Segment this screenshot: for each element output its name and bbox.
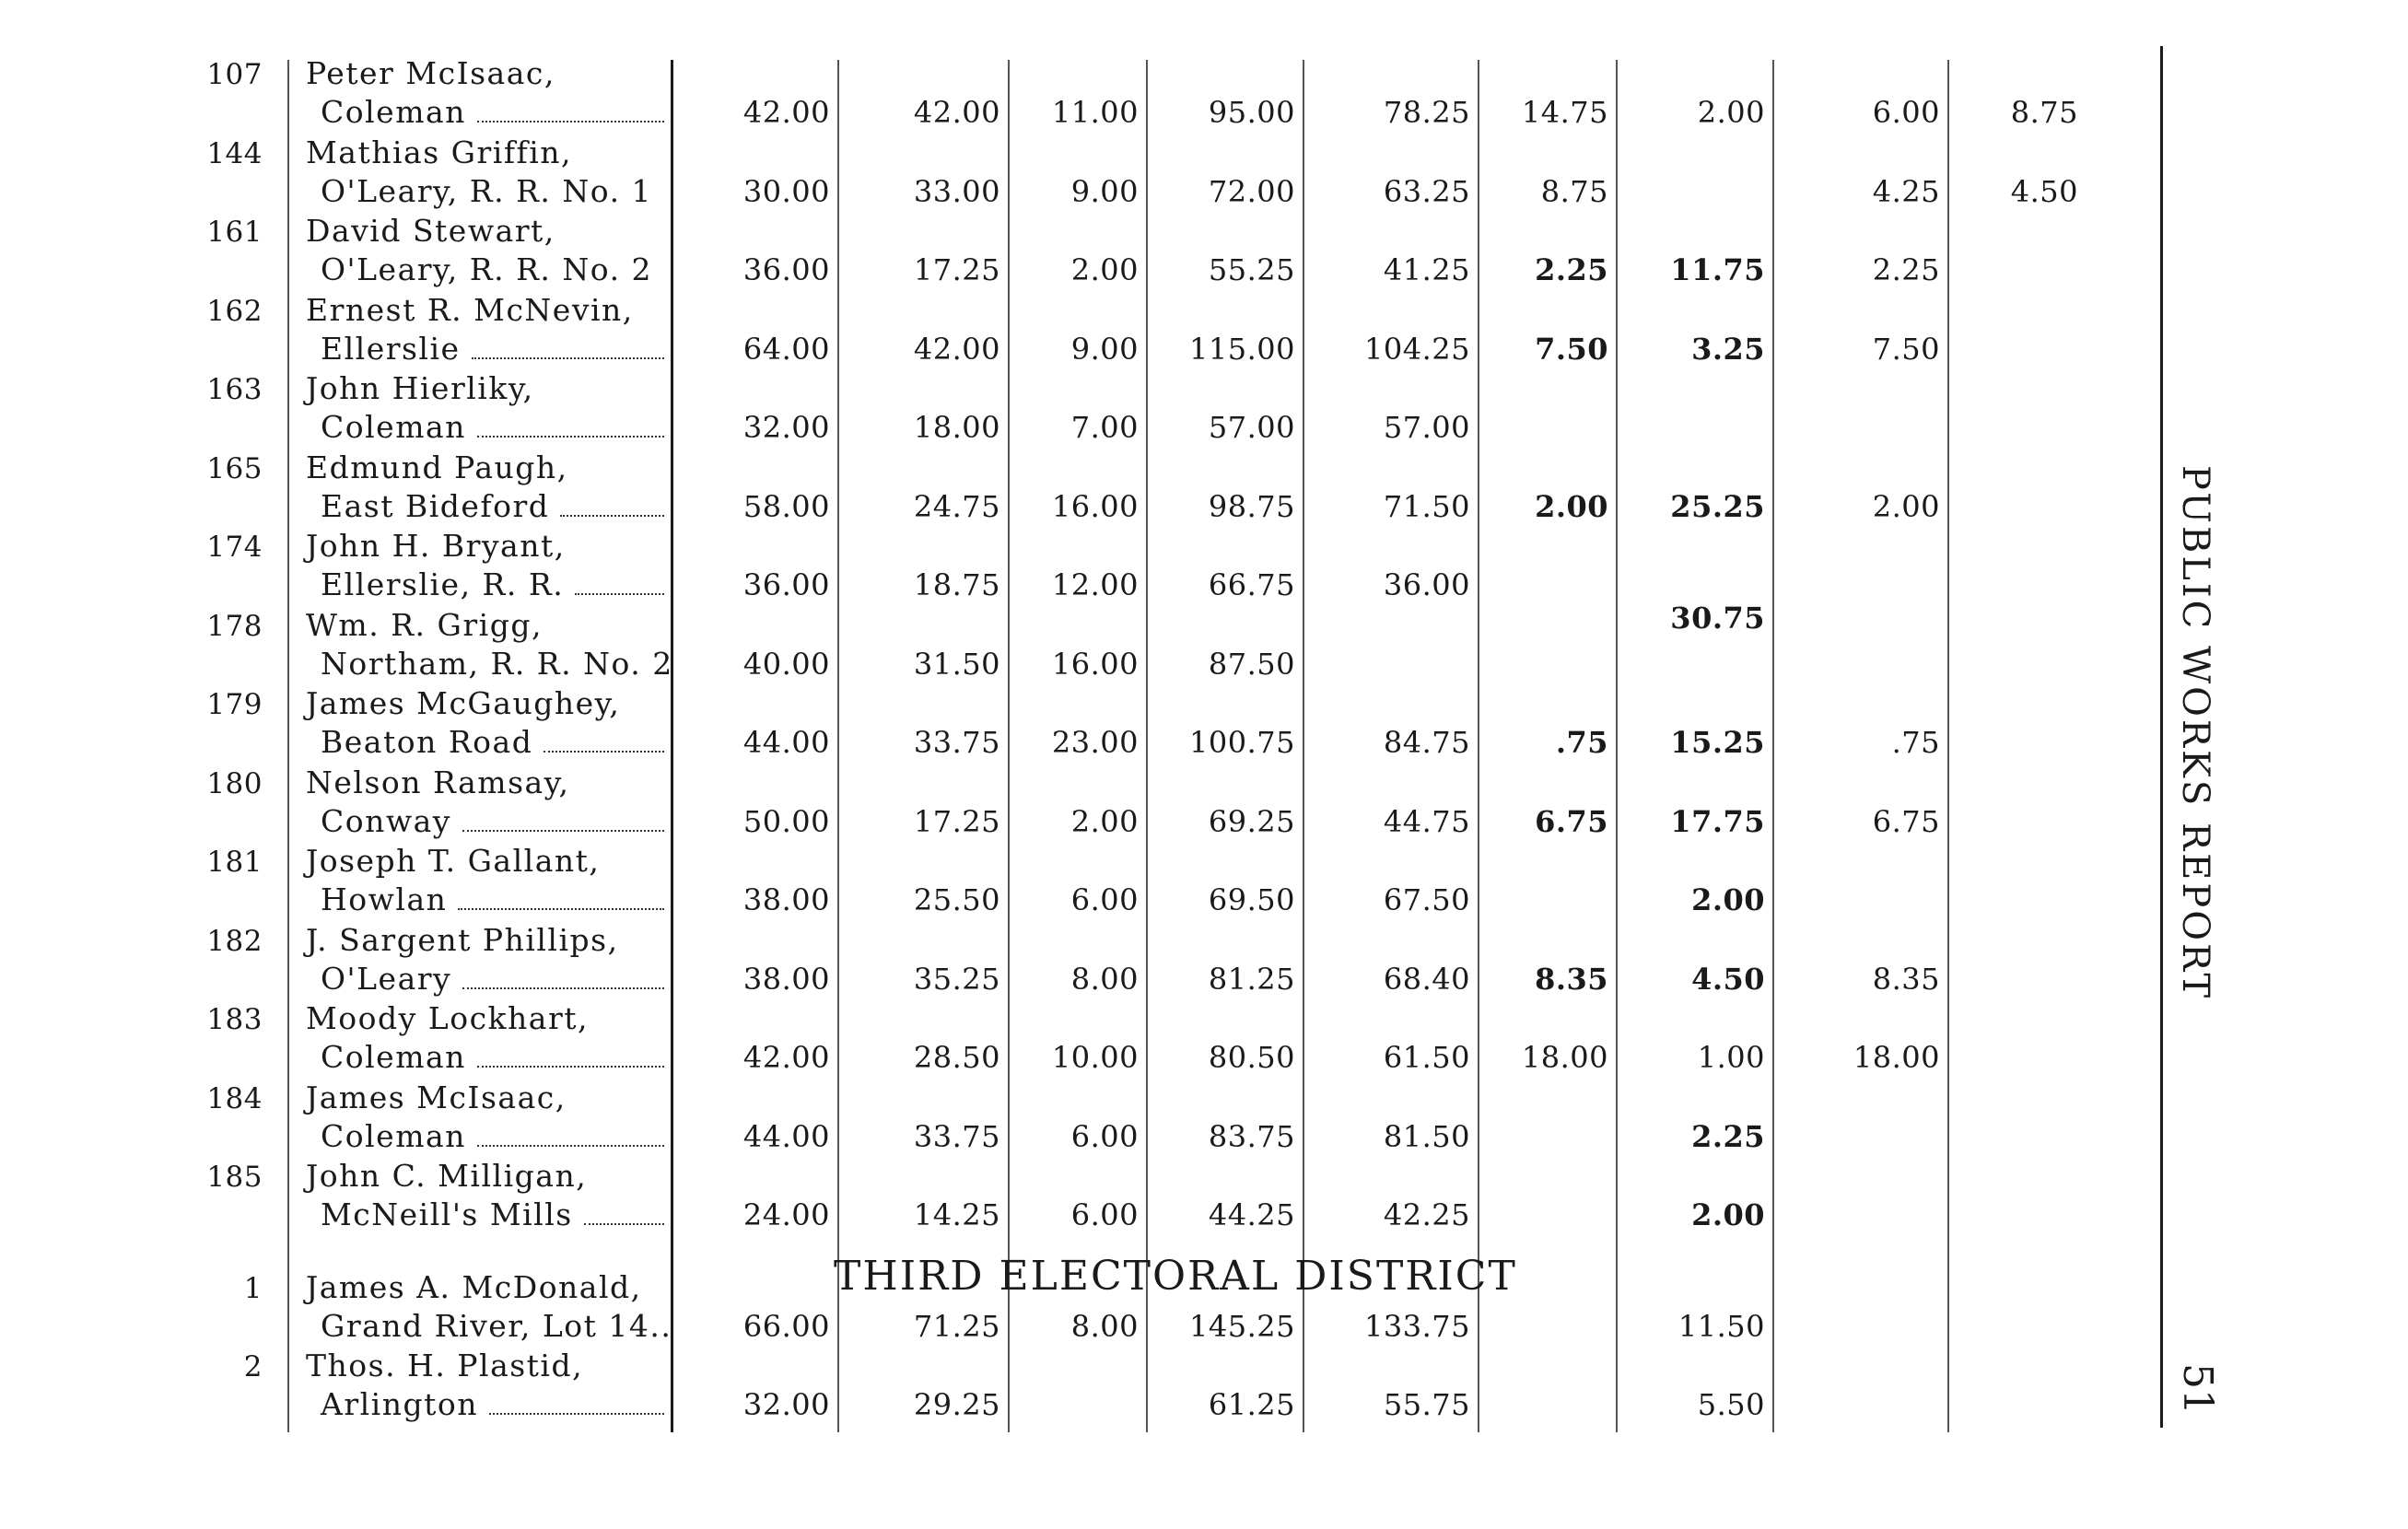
amount-cell: 36.00: [742, 252, 830, 287]
amount-cell: 7.50: [1872, 331, 1940, 367]
column-rule: [1303, 60, 1304, 1432]
amount-cell: 18.00: [1853, 1040, 1940, 1075]
amount-cell: 67.50: [1383, 882, 1470, 917]
payee-address: [321, 331, 664, 368]
payee-address-text: Ellerslie: [321, 330, 461, 367]
amount-cell: 57.00: [1383, 410, 1470, 445]
amount-cell: 41.25: [1383, 252, 1470, 287]
payee-address: [321, 488, 664, 525]
amount-cell: 29.25: [913, 1387, 1000, 1422]
payee-name: Edmund Paugh,: [306, 449, 568, 485]
amount-cell: 78.25: [1383, 95, 1470, 130]
payee-address-text: O'Leary, R. R. No. 1: [321, 172, 653, 209]
amount-cell: 12.00: [1051, 567, 1139, 602]
amount-cell: 84.75: [1383, 725, 1470, 760]
amount-cell: 17.25: [913, 803, 1000, 839]
amount-cell: 6.00: [1872, 95, 1940, 130]
row-number: 181: [206, 846, 263, 879]
amount-cell: 24.75: [913, 488, 1000, 524]
dot-leader: [462, 824, 664, 832]
running-title: PUBLIC WORKS REPORT: [2174, 465, 2216, 1001]
payee-name: Peter McIsaac,: [306, 55, 555, 91]
payee-address-text: Ellerslie, R. R.: [321, 566, 565, 602]
amount-cell: 16.00: [1051, 646, 1139, 682]
payee-name: John C. Milligan,: [306, 1158, 588, 1194]
amount-cell: 14.75: [1521, 95, 1608, 130]
dot-leader: [489, 1407, 664, 1415]
payee-address-text: O'Leary: [321, 960, 452, 997]
payee-address-text: Arlington: [321, 1386, 478, 1422]
row-number: 163: [206, 373, 263, 406]
amount-cell: 3.25: [1691, 331, 1765, 367]
amount-cell: 30.75: [1670, 600, 1765, 636]
amount-cell: 8.75: [1540, 173, 1608, 209]
amount-cell: 17.75: [1670, 803, 1765, 839]
amount-cell: 42.00: [742, 95, 830, 130]
amount-cell: 44.00: [742, 1118, 830, 1154]
amount-cell: 2.00: [1691, 1197, 1765, 1232]
amount-cell: 2.00: [1070, 803, 1139, 839]
payee-name: Mathias Griffin,: [306, 134, 573, 170]
amount-cell: 31.50: [913, 646, 1000, 682]
payee-address: [321, 566, 664, 603]
row-number: 174: [206, 531, 263, 564]
amount-cell: 6.00: [1070, 1197, 1139, 1232]
amount-cell: 36.00: [742, 567, 830, 602]
dot-leader: [472, 352, 664, 359]
amount-cell: 33.00: [913, 173, 1000, 209]
payee-address-text: O'Leary, R. R. No. 2: [321, 251, 653, 287]
amount-cell: 95.00: [1208, 95, 1295, 130]
amount-cell: 2.25: [1872, 252, 1940, 287]
payee-address: [321, 961, 664, 998]
amount-cell: 38.00: [742, 882, 830, 917]
amount-cell: 32.00: [742, 410, 830, 445]
amount-cell: 71.25: [913, 1309, 1000, 1344]
payee-address: [321, 1118, 664, 1155]
amount-cell: 6.75: [1535, 803, 1608, 839]
amount-cell: .75: [1555, 725, 1608, 760]
amount-cell: 2.00: [1697, 95, 1765, 130]
payee-address: [321, 1039, 664, 1076]
amount-cell: 18.00: [913, 410, 1000, 445]
amount-cell: 8.75: [2010, 95, 2078, 130]
amount-cell: 6.00: [1070, 1118, 1139, 1154]
row-number: 1: [243, 1272, 263, 1305]
row-number: 165: [206, 451, 263, 485]
payee-address: [321, 409, 664, 446]
amount-cell: 9.00: [1070, 173, 1139, 209]
amount-cell: 66.00: [742, 1309, 830, 1344]
column-rule: [1772, 60, 1774, 1432]
payee-name: J. Sargent Phillips,: [306, 921, 619, 958]
payee-address: [321, 803, 664, 840]
row-number: 161: [206, 216, 263, 249]
amount-cell: 80.50: [1208, 1040, 1295, 1075]
amount-cell: 11.00: [1051, 95, 1139, 130]
column-rule: [671, 60, 673, 1432]
row-number: 2: [243, 1350, 263, 1383]
payee-name: John H. Bryant,: [306, 528, 566, 564]
amount-cell: 15.25: [1670, 725, 1765, 760]
amount-cell: 2.00: [1535, 488, 1608, 524]
amount-cell: 57.00: [1208, 410, 1295, 445]
dot-leader: [544, 745, 664, 753]
payee-address-text: Northam, R. R. No. 2: [321, 645, 673, 682]
payee-address-text: Coleman: [321, 409, 466, 445]
payee-address-text: McNeill's Mills: [321, 1196, 573, 1232]
payee-address: [321, 881, 664, 918]
dot-leader: [575, 588, 664, 595]
amount-cell: 133.75: [1364, 1309, 1470, 1344]
row-number: 179: [206, 688, 263, 721]
payee-address: [321, 1196, 664, 1233]
amount-cell: 17.25: [913, 252, 1000, 287]
dot-leader: [477, 1139, 664, 1147]
amount-cell: 25.25: [1670, 488, 1765, 524]
amount-cell: 4.25: [1872, 173, 1940, 209]
row-number: 182: [206, 924, 263, 958]
dot-leader: [584, 1218, 664, 1225]
amount-cell: 83.75: [1208, 1118, 1295, 1154]
amount-cell: 69.25: [1208, 803, 1295, 839]
amount-cell: 71.50: [1383, 488, 1470, 524]
payee-name: James McGaughey,: [306, 685, 621, 721]
amount-cell: 23.00: [1051, 725, 1139, 760]
amount-cell: 98.75: [1208, 488, 1295, 524]
amount-cell: 63.25: [1383, 173, 1470, 209]
amount-cell: 32.00: [742, 1387, 830, 1422]
dot-leader: [560, 509, 664, 517]
payee-name: Joseph T. Gallant,: [306, 843, 601, 879]
payee-address-text: Howlan: [321, 881, 448, 917]
column-rule: [287, 60, 289, 1432]
amount-cell: 4.50: [2010, 173, 2078, 209]
amount-cell: 58.00: [742, 488, 830, 524]
amount-cell: 2.00: [1691, 882, 1765, 917]
amount-cell: 8.00: [1070, 1309, 1139, 1344]
amount-cell: 44.25: [1208, 1197, 1295, 1232]
amount-cell: 18.00: [1521, 1040, 1608, 1075]
amount-cell: 61.50: [1383, 1040, 1470, 1075]
payee-address: [321, 646, 673, 683]
payee-name: Thos. H. Plastid,: [306, 1348, 584, 1383]
payee-name: Nelson Ramsay,: [306, 764, 570, 800]
dot-leader: [477, 430, 664, 438]
amount-cell: 11.50: [1677, 1309, 1765, 1344]
dot-leader: [458, 903, 664, 910]
amount-cell: 18.75: [913, 567, 1000, 602]
amount-cell: 33.75: [913, 1118, 1000, 1154]
page-number: 51: [2174, 1363, 2221, 1415]
payee-name: Wm. R. Grigg,: [306, 606, 543, 643]
amount-cell: 36.00: [1383, 567, 1470, 602]
row-number: 107: [206, 58, 263, 91]
amount-cell: 55.75: [1383, 1387, 1470, 1422]
column-rule: [2160, 46, 2163, 1428]
amount-cell: 11.75: [1670, 252, 1765, 287]
column-rule: [837, 60, 839, 1432]
amount-cell: 42.00: [742, 1040, 830, 1075]
payee-name: David Stewart,: [306, 213, 555, 249]
dot-leader: [477, 1060, 664, 1068]
amount-cell: 100.75: [1189, 725, 1295, 760]
payee-name: Ernest R. McNevin,: [306, 291, 634, 328]
payee-address-text: Coleman: [321, 1039, 466, 1075]
amount-cell: 145.25: [1189, 1309, 1295, 1344]
payee-address-text: Coleman: [321, 1117, 466, 1154]
payee-name: James McIsaac,: [306, 1079, 567, 1115]
payee-address: [321, 251, 652, 288]
amount-cell: 8.35: [1872, 961, 1940, 997]
amount-cell: 25.50: [913, 882, 1000, 917]
amount-cell: 2.25: [1691, 1118, 1765, 1154]
amount-cell: 35.25: [913, 961, 1000, 997]
amount-cell: 16.00: [1051, 488, 1139, 524]
amount-cell: 68.40: [1383, 961, 1470, 997]
amount-cell: 8.00: [1070, 961, 1139, 997]
amount-cell: 44.75: [1383, 803, 1470, 839]
amount-cell: 66.75: [1208, 567, 1295, 602]
amount-cell: 81.50: [1383, 1118, 1470, 1154]
amount-cell: 7.00: [1070, 410, 1139, 445]
payee-name: James A. McDonald,: [306, 1269, 642, 1305]
payee-address: [321, 173, 652, 210]
amount-cell: 2.25: [1535, 252, 1608, 287]
amount-cell: 69.50: [1208, 882, 1295, 917]
amount-cell: 7.50: [1535, 331, 1608, 367]
payee-address-text: Grand River, Lot 14..: [321, 1308, 672, 1344]
amount-cell: 72.00: [1208, 173, 1295, 209]
amount-cell: 55.25: [1208, 252, 1295, 287]
amount-cell: 2.00: [1070, 252, 1139, 287]
amount-cell: 4.50: [1691, 961, 1765, 997]
amount-cell: 1.00: [1697, 1040, 1765, 1075]
dot-leader: [477, 115, 664, 123]
payee-address: [321, 94, 664, 131]
row-number: 183: [206, 1003, 263, 1036]
column-rule: [1947, 60, 1949, 1432]
amount-cell: 10.00: [1051, 1040, 1139, 1075]
payee-address: [321, 1386, 664, 1423]
amount-cell: 64.00: [742, 331, 830, 367]
amount-cell: 44.00: [742, 725, 830, 760]
amount-cell: .75: [1891, 725, 1940, 760]
amount-cell: 5.50: [1697, 1387, 1765, 1422]
payee-address: [321, 1308, 672, 1345]
amount-cell: 42.00: [913, 95, 1000, 130]
payee-name: Moody Lockhart,: [306, 1000, 589, 1036]
amount-cell: 42.00: [913, 331, 1000, 367]
payee-address-text: East Bideford: [321, 487, 550, 524]
amount-cell: 2.00: [1872, 488, 1940, 524]
payee-address: [321, 724, 664, 761]
amount-cell: 50.00: [742, 803, 830, 839]
row-number: 162: [206, 294, 263, 328]
amount-cell: 61.25: [1208, 1387, 1295, 1422]
amount-cell: 6.00: [1070, 882, 1139, 917]
amount-cell: 28.50: [913, 1040, 1000, 1075]
row-number: 144: [206, 136, 263, 170]
amount-cell: 8.35: [1535, 961, 1608, 997]
amount-cell: 87.50: [1208, 646, 1295, 682]
amount-cell: 9.00: [1070, 331, 1139, 367]
amount-cell: 40.00: [742, 646, 830, 682]
amount-cell: 81.25: [1208, 961, 1295, 997]
payee-address-text: Coleman: [321, 94, 466, 130]
amount-cell: 42.25: [1383, 1197, 1470, 1232]
row-number: 185: [206, 1161, 263, 1194]
payee-name: John Hierliky,: [306, 370, 534, 406]
payee-address-text: Conway: [321, 802, 451, 839]
dot-leader: [462, 982, 664, 989]
amount-cell: 115.00: [1189, 331, 1295, 367]
row-number: 178: [206, 609, 263, 643]
amount-cell: 33.75: [913, 725, 1000, 760]
row-number: 180: [206, 766, 263, 800]
amount-cell: 14.25: [913, 1197, 1000, 1232]
amount-cell: 30.00: [742, 173, 830, 209]
payee-address-text: Beaton Road: [321, 724, 533, 760]
amount-cell: 38.00: [742, 961, 830, 997]
section-heading: THIRD ELECTORAL DISTRICT: [834, 1253, 1517, 1300]
amount-cell: 6.75: [1872, 803, 1940, 839]
row-number: 184: [206, 1081, 263, 1115]
amount-cell: 104.25: [1364, 331, 1470, 367]
amount-cell: 24.00: [742, 1197, 830, 1232]
